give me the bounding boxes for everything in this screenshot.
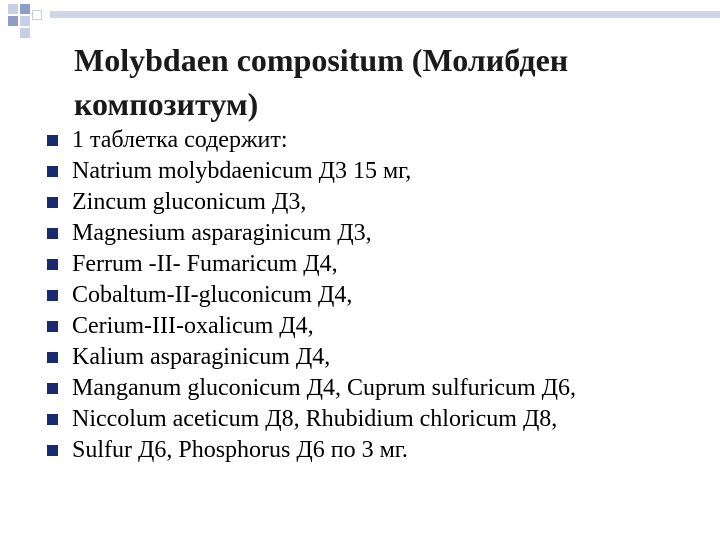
square-bullet-icon xyxy=(47,197,58,208)
list-item xyxy=(0,279,720,310)
decor-square xyxy=(20,4,30,14)
list-item xyxy=(0,372,720,403)
decor-square xyxy=(32,10,42,20)
square-bullet-icon xyxy=(47,445,58,456)
square-bullet-icon xyxy=(47,290,58,301)
composition-list xyxy=(0,124,720,465)
decor-square xyxy=(20,16,30,26)
square-bullet-icon xyxy=(47,383,58,394)
list-item-text: 1 таблетка содержит: xyxy=(72,127,288,153)
list-item-text: Zincum gluconicum Д3, xyxy=(72,189,307,215)
list-item-text: Magnesium asparaginicum Д3, xyxy=(72,220,372,246)
list-item xyxy=(0,124,720,155)
list-item-text: Niccolum aceticum Д8, Rhubidium chloricum Д8, xyxy=(72,406,558,432)
list-item-text: Cobaltum-II-gluconicum Д4, xyxy=(72,282,353,308)
square-bullet-icon xyxy=(47,352,58,363)
list-item-text: Kalium asparaginicum Д4, xyxy=(72,344,331,370)
list-item xyxy=(0,155,720,186)
list-item-text: Sulfur Д6, Phosphorus Д6 по 3 мг. xyxy=(72,437,408,463)
decorative-header xyxy=(0,0,720,40)
list-item xyxy=(0,434,720,465)
list-item-text: Cerium-III-oxalicum Д4, xyxy=(72,313,314,339)
list-item xyxy=(0,310,720,341)
square-bullet-icon xyxy=(47,414,58,425)
list-item xyxy=(0,248,720,279)
list-item-text: Ferrum -II- Fumaricum Д4, xyxy=(72,251,338,277)
decor-bar xyxy=(50,11,720,18)
list-item xyxy=(0,403,720,434)
square-bullet-icon xyxy=(47,135,58,146)
square-bullet-icon xyxy=(47,166,58,177)
list-item-text: Manganum gluconicum Д4, Cuprum sulfuricum Д6, xyxy=(72,375,577,401)
list-item xyxy=(0,186,720,217)
decor-square xyxy=(20,28,30,38)
square-bullet-icon xyxy=(47,259,58,270)
square-bullet-icon xyxy=(47,321,58,332)
square-bullet-icon xyxy=(47,228,58,239)
list-item xyxy=(0,217,720,248)
slide-title: Molybdaen compositum (Молибден композитум) xyxy=(74,42,569,122)
list-item xyxy=(0,341,720,372)
decor-square xyxy=(8,4,18,14)
list-item-text: Natrium molybdaenicum Д3 15 мг, xyxy=(72,158,412,184)
decor-square xyxy=(8,16,18,26)
